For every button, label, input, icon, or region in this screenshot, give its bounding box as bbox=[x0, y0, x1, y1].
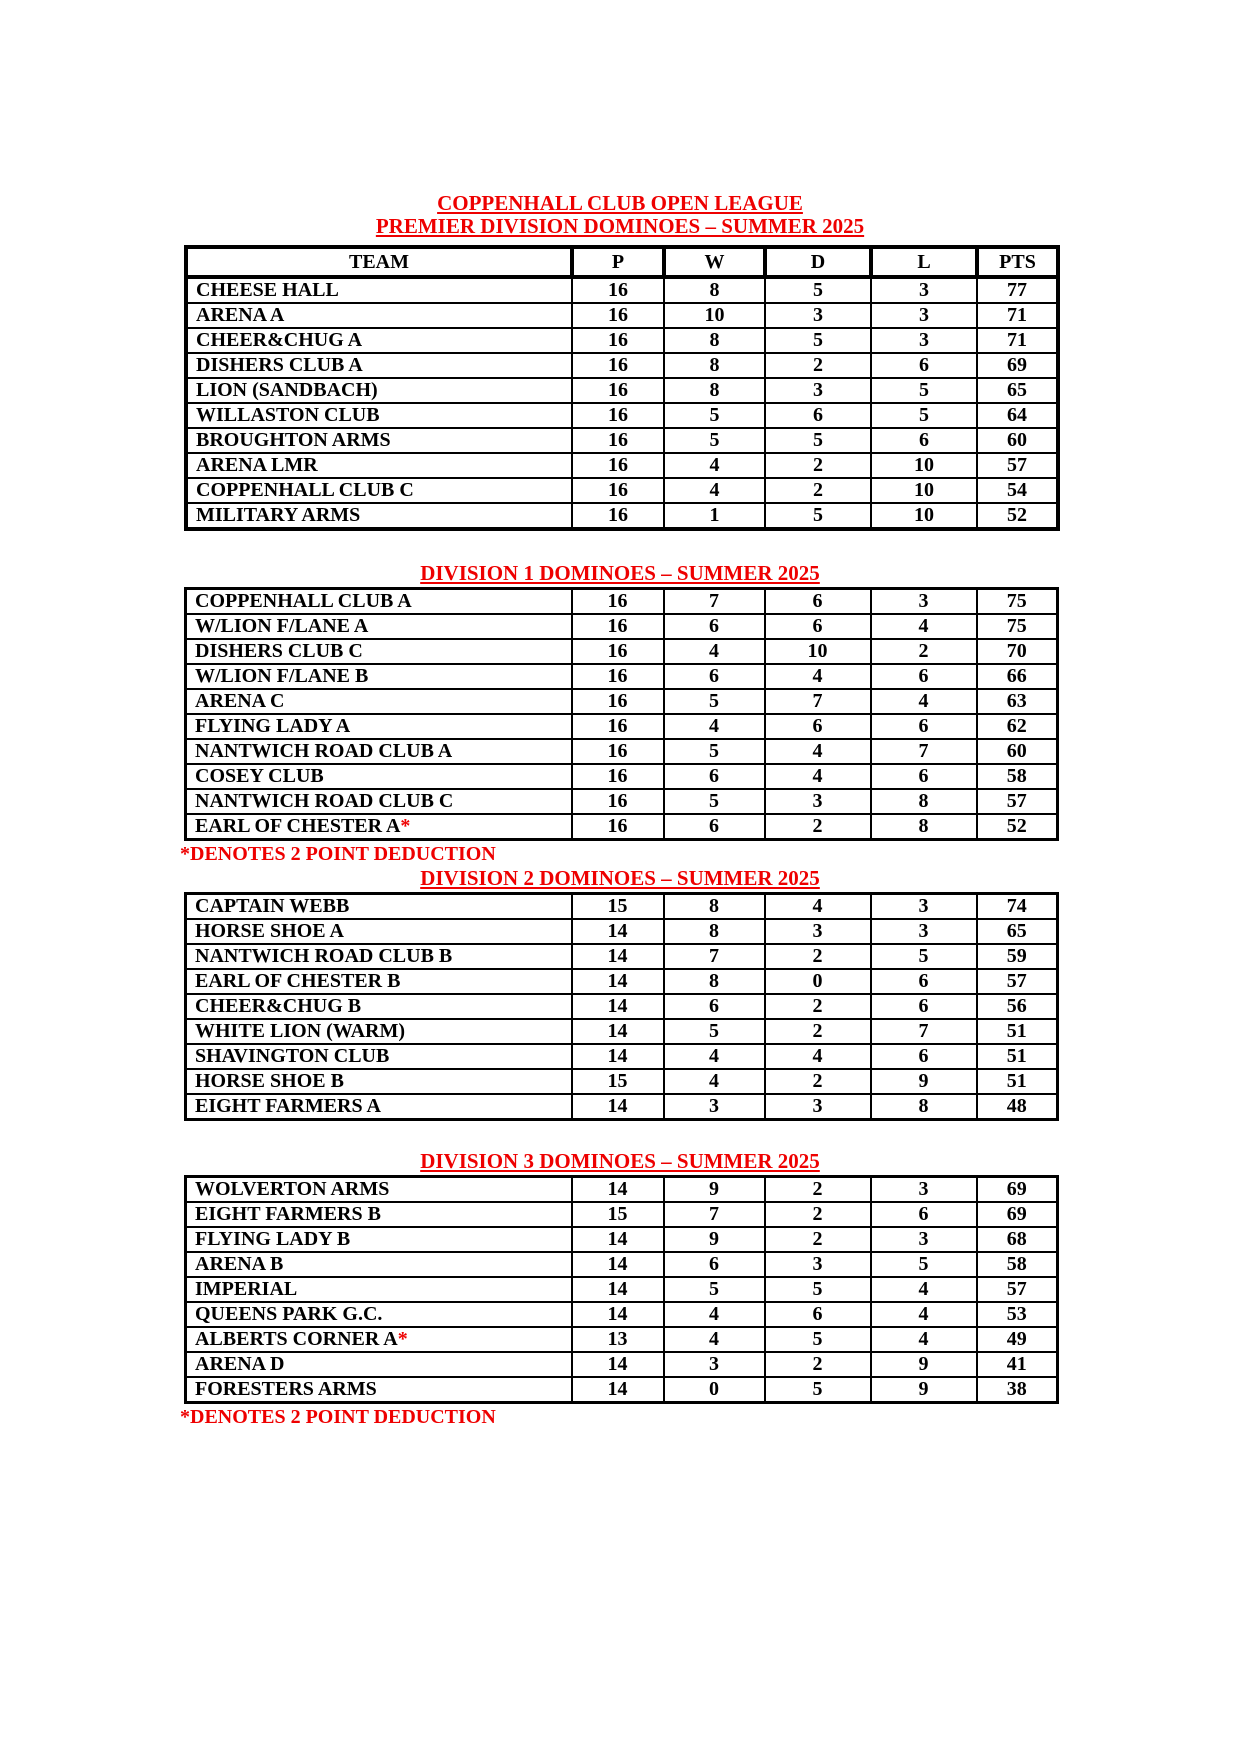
drawn-cell: 3 bbox=[765, 919, 871, 944]
lost-cell: 10 bbox=[871, 478, 977, 503]
team-row bbox=[186, 919, 1058, 944]
team-name-cell: W/LION F/LANE A bbox=[186, 614, 572, 639]
team-row bbox=[186, 689, 1058, 714]
drawn-cell: 2 bbox=[765, 1177, 871, 1203]
team-name-cell: CHEESE HALL bbox=[186, 277, 572, 303]
premier-division-heading: PREMIER DIVISION DOMINOES – SUMMER 2025 bbox=[375, 214, 865, 238]
played-cell: 16 bbox=[572, 428, 664, 453]
drawn-cell: 6 bbox=[765, 614, 871, 639]
won-cell: 7 bbox=[664, 589, 765, 615]
team-name-cell: CAPTAIN WEBB bbox=[186, 894, 572, 920]
drawn-cell: 10 bbox=[765, 639, 871, 664]
points-cell: 49 bbox=[977, 1327, 1058, 1352]
played-cell: 15 bbox=[572, 1202, 664, 1227]
drawn-cell: 2 bbox=[765, 353, 871, 378]
team-name-cell: MILITARY ARMS bbox=[186, 503, 572, 529]
team-row bbox=[186, 589, 1058, 615]
won-cell: 3 bbox=[664, 1094, 765, 1120]
points-cell: 60 bbox=[977, 428, 1058, 453]
drawn-cell: 6 bbox=[765, 403, 871, 428]
team-row bbox=[186, 1252, 1058, 1277]
points-cell: 58 bbox=[977, 1252, 1058, 1277]
played-cell: 16 bbox=[572, 639, 664, 664]
played-cell: 16 bbox=[572, 789, 664, 814]
drawn-cell: 2 bbox=[765, 1069, 871, 1094]
lost-cell: 3 bbox=[871, 894, 977, 920]
played-cell: 14 bbox=[572, 1252, 664, 1277]
document-content bbox=[180, 191, 1056, 1428]
played-cell: 14 bbox=[572, 1302, 664, 1327]
lost-cell: 3 bbox=[871, 919, 977, 944]
team-name-cell: EIGHT FARMERS A bbox=[186, 1094, 572, 1120]
won-cell: 9 bbox=[664, 1177, 765, 1203]
team-row bbox=[186, 1069, 1058, 1094]
won-cell: 8 bbox=[664, 328, 765, 353]
team-name-cell: NANTWICH ROAD CLUB C bbox=[186, 789, 572, 814]
division2-heading: DIVISION 2 DOMINOES – SUMMER 2025 bbox=[420, 866, 820, 890]
won-cell: 4 bbox=[664, 639, 765, 664]
points-cell: 54 bbox=[977, 478, 1058, 503]
team-name-cell: COSEY CLUB bbox=[186, 764, 572, 789]
division3-heading: DIVISION 3 DOMINOES – SUMMER 2025 bbox=[420, 1149, 820, 1173]
points-cell: 59 bbox=[977, 944, 1058, 969]
team-name-cell: EARL OF CHESTER B bbox=[186, 969, 572, 994]
team-row bbox=[186, 789, 1058, 814]
points-cell: 52 bbox=[977, 814, 1058, 840]
lost-cell: 8 bbox=[871, 814, 977, 840]
played-cell: 16 bbox=[572, 739, 664, 764]
lost-cell: 5 bbox=[871, 1252, 977, 1277]
points-cell: 63 bbox=[977, 689, 1058, 714]
won-cell: 5 bbox=[664, 1019, 765, 1044]
drawn-cell: 3 bbox=[765, 1094, 871, 1120]
column-header-team: TEAM bbox=[186, 247, 572, 277]
points-cell: 65 bbox=[977, 919, 1058, 944]
team-row bbox=[186, 328, 1058, 353]
played-cell: 13 bbox=[572, 1327, 664, 1352]
won-cell: 6 bbox=[664, 1252, 765, 1277]
division1-heading: DIVISION 1 DOMINOES – SUMMER 2025 bbox=[420, 561, 820, 585]
played-cell: 16 bbox=[572, 664, 664, 689]
team-name-cell: COPPENHALL CLUB C bbox=[186, 478, 572, 503]
lost-cell: 4 bbox=[871, 614, 977, 639]
played-cell: 16 bbox=[572, 478, 664, 503]
drawn-cell: 3 bbox=[765, 303, 871, 328]
played-cell: 14 bbox=[572, 944, 664, 969]
won-cell: 4 bbox=[664, 1044, 765, 1069]
points-cell: 58 bbox=[977, 764, 1058, 789]
deduction-asterisk: * bbox=[397, 1328, 408, 1350]
team-name-cell: W/LION F/LANE B bbox=[186, 664, 572, 689]
team-name-cell: ARENA C bbox=[186, 689, 572, 714]
team-row bbox=[186, 739, 1058, 764]
column-header-l: L bbox=[871, 247, 977, 277]
team-row bbox=[186, 1177, 1058, 1203]
team-name-cell: HORSE SHOE B bbox=[186, 1069, 572, 1094]
drawn-cell: 3 bbox=[765, 378, 871, 403]
won-cell: 5 bbox=[664, 739, 765, 764]
team-row bbox=[186, 428, 1058, 453]
played-cell: 14 bbox=[572, 1377, 664, 1403]
points-cell: 57 bbox=[977, 789, 1058, 814]
lost-cell: 6 bbox=[871, 764, 977, 789]
drawn-cell: 5 bbox=[765, 428, 871, 453]
drawn-cell: 2 bbox=[765, 1352, 871, 1377]
played-cell: 14 bbox=[572, 1019, 664, 1044]
team-name-cell: ARENA B bbox=[186, 1252, 572, 1277]
team-name-cell: ARENA D bbox=[186, 1352, 572, 1377]
won-cell: 7 bbox=[664, 1202, 765, 1227]
won-cell: 5 bbox=[664, 1277, 765, 1302]
team-name-cell: FORESTERS ARMS bbox=[186, 1377, 572, 1403]
lost-cell: 3 bbox=[871, 589, 977, 615]
drawn-cell: 2 bbox=[765, 1019, 871, 1044]
team-name-cell: CHEER&CHUG A bbox=[186, 328, 572, 353]
points-cell: 51 bbox=[977, 1069, 1058, 1094]
drawn-cell: 3 bbox=[765, 789, 871, 814]
division3-deduction-footnote: *DENOTES 2 POINT DEDUCTION bbox=[180, 1406, 496, 1428]
played-cell: 16 bbox=[572, 689, 664, 714]
won-cell: 8 bbox=[664, 353, 765, 378]
team-row bbox=[186, 1277, 1058, 1302]
lost-cell: 6 bbox=[871, 994, 977, 1019]
team-name-cell: CHEER&CHUG B bbox=[186, 994, 572, 1019]
played-cell: 16 bbox=[572, 403, 664, 428]
lost-cell: 4 bbox=[871, 1327, 977, 1352]
drawn-cell: 5 bbox=[765, 277, 871, 303]
drawn-cell: 3 bbox=[765, 1252, 871, 1277]
team-row bbox=[186, 764, 1058, 789]
drawn-cell: 6 bbox=[765, 1302, 871, 1327]
team-row bbox=[186, 303, 1058, 328]
lost-cell: 4 bbox=[871, 1277, 977, 1302]
lost-cell: 10 bbox=[871, 453, 977, 478]
team-row bbox=[186, 664, 1058, 689]
played-cell: 16 bbox=[572, 303, 664, 328]
points-cell: 57 bbox=[977, 969, 1058, 994]
team-row bbox=[186, 277, 1058, 303]
points-cell: 57 bbox=[977, 453, 1058, 478]
drawn-cell: 5 bbox=[765, 1327, 871, 1352]
team-name-cell: NANTWICH ROAD CLUB B bbox=[186, 944, 572, 969]
lost-cell: 3 bbox=[871, 303, 977, 328]
points-cell: 69 bbox=[977, 1177, 1058, 1203]
team-name-cell: FLYING LADY B bbox=[186, 1227, 572, 1252]
drawn-cell: 2 bbox=[765, 478, 871, 503]
points-cell: 51 bbox=[977, 1044, 1058, 1069]
lost-cell: 6 bbox=[871, 1202, 977, 1227]
team-row bbox=[186, 378, 1058, 403]
won-cell: 4 bbox=[664, 478, 765, 503]
played-cell: 14 bbox=[572, 1094, 664, 1120]
points-cell: 53 bbox=[977, 1302, 1058, 1327]
drawn-cell: 2 bbox=[765, 814, 871, 840]
lost-cell: 7 bbox=[871, 1019, 977, 1044]
team-name-cell: DISHERS CLUB A bbox=[186, 353, 572, 378]
lost-cell: 9 bbox=[871, 1352, 977, 1377]
team-row bbox=[186, 639, 1058, 664]
drawn-cell: 2 bbox=[765, 453, 871, 478]
drawn-cell: 4 bbox=[765, 764, 871, 789]
team-row bbox=[186, 1227, 1058, 1252]
points-cell: 75 bbox=[977, 589, 1058, 615]
won-cell: 6 bbox=[664, 614, 765, 639]
won-cell: 5 bbox=[664, 689, 765, 714]
team-row bbox=[186, 714, 1058, 739]
won-cell: 0 bbox=[664, 1377, 765, 1403]
lost-cell: 6 bbox=[871, 428, 977, 453]
team-row bbox=[186, 894, 1058, 920]
team-row bbox=[186, 478, 1058, 503]
won-cell: 5 bbox=[664, 789, 765, 814]
played-cell: 16 bbox=[572, 764, 664, 789]
won-cell: 6 bbox=[664, 994, 765, 1019]
lost-cell: 6 bbox=[871, 353, 977, 378]
won-cell: 8 bbox=[664, 894, 765, 920]
team-row bbox=[186, 944, 1058, 969]
points-cell: 41 bbox=[977, 1352, 1058, 1377]
won-cell: 4 bbox=[664, 1327, 765, 1352]
team-row bbox=[186, 994, 1058, 1019]
played-cell: 14 bbox=[572, 1044, 664, 1069]
points-cell: 52 bbox=[977, 503, 1058, 529]
lost-cell: 3 bbox=[871, 1177, 977, 1203]
played-cell: 14 bbox=[572, 1277, 664, 1302]
drawn-cell: 2 bbox=[765, 1227, 871, 1252]
team-row bbox=[186, 1094, 1058, 1120]
team-name-cell: IMPERIAL bbox=[186, 1277, 572, 1302]
won-cell: 5 bbox=[664, 403, 765, 428]
team-name-cell: BROUGHTON ARMS bbox=[186, 428, 572, 453]
lost-cell: 3 bbox=[871, 1227, 977, 1252]
deduction-asterisk: * bbox=[400, 815, 411, 837]
played-cell: 14 bbox=[572, 1227, 664, 1252]
team-name-cell: COPPENHALL CLUB A bbox=[186, 589, 572, 615]
won-cell: 6 bbox=[664, 814, 765, 840]
played-cell: 14 bbox=[572, 1352, 664, 1377]
division2-table bbox=[184, 892, 1059, 1121]
drawn-cell: 2 bbox=[765, 1202, 871, 1227]
played-cell: 16 bbox=[572, 277, 664, 303]
played-cell: 16 bbox=[572, 614, 664, 639]
lost-cell: 5 bbox=[871, 403, 977, 428]
column-header-w: W bbox=[664, 247, 765, 277]
played-cell: 14 bbox=[572, 1177, 664, 1203]
drawn-cell: 5 bbox=[765, 1377, 871, 1403]
premier-division-table bbox=[184, 245, 1060, 531]
drawn-cell: 5 bbox=[765, 1277, 871, 1302]
drawn-cell: 6 bbox=[765, 714, 871, 739]
team-name-cell: ARENA LMR bbox=[186, 453, 572, 478]
played-cell: 16 bbox=[572, 503, 664, 529]
drawn-cell: 5 bbox=[765, 328, 871, 353]
lost-cell: 3 bbox=[871, 277, 977, 303]
drawn-cell: 4 bbox=[765, 739, 871, 764]
lost-cell: 7 bbox=[871, 739, 977, 764]
won-cell: 8 bbox=[664, 969, 765, 994]
points-cell: 62 bbox=[977, 714, 1058, 739]
points-cell: 74 bbox=[977, 894, 1058, 920]
team-name-cell: WHITE LION (WARM) bbox=[186, 1019, 572, 1044]
won-cell: 6 bbox=[664, 664, 765, 689]
played-cell: 16 bbox=[572, 378, 664, 403]
team-row bbox=[186, 403, 1058, 428]
lost-cell: 8 bbox=[871, 789, 977, 814]
lost-cell: 3 bbox=[871, 328, 977, 353]
points-cell: 69 bbox=[977, 353, 1058, 378]
points-cell: 75 bbox=[977, 614, 1058, 639]
drawn-cell: 0 bbox=[765, 969, 871, 994]
team-row bbox=[186, 1302, 1058, 1327]
points-cell: 38 bbox=[977, 1377, 1058, 1403]
won-cell: 6 bbox=[664, 764, 765, 789]
column-header-row bbox=[186, 247, 1058, 277]
lost-cell: 4 bbox=[871, 689, 977, 714]
division3-table bbox=[184, 1175, 1059, 1404]
played-cell: 15 bbox=[572, 1069, 664, 1094]
drawn-cell: 2 bbox=[765, 994, 871, 1019]
team-row bbox=[186, 1377, 1058, 1403]
points-cell: 64 bbox=[977, 403, 1058, 428]
team-row bbox=[186, 1327, 1058, 1352]
won-cell: 4 bbox=[664, 1069, 765, 1094]
team-name-cell: DISHERS CLUB C bbox=[186, 639, 572, 664]
lost-cell: 6 bbox=[871, 714, 977, 739]
division1-table bbox=[184, 587, 1059, 841]
drawn-cell: 2 bbox=[765, 944, 871, 969]
won-cell: 8 bbox=[664, 919, 765, 944]
lost-cell: 9 bbox=[871, 1377, 977, 1403]
drawn-cell: 5 bbox=[765, 503, 871, 529]
points-cell: 48 bbox=[977, 1094, 1058, 1120]
drawn-cell: 7 bbox=[765, 689, 871, 714]
team-name-cell: SHAVINGTON CLUB bbox=[186, 1044, 572, 1069]
won-cell: 9 bbox=[664, 1227, 765, 1252]
played-cell: 16 bbox=[572, 453, 664, 478]
won-cell: 3 bbox=[664, 1352, 765, 1377]
points-cell: 66 bbox=[977, 664, 1058, 689]
lost-cell: 5 bbox=[871, 944, 977, 969]
team-name-cell: WILLASTON CLUB bbox=[186, 403, 572, 428]
team-name-cell: ALBERTS CORNER A* bbox=[186, 1327, 572, 1352]
team-row bbox=[186, 1202, 1058, 1227]
won-cell: 10 bbox=[664, 303, 765, 328]
played-cell: 16 bbox=[572, 714, 664, 739]
won-cell: 4 bbox=[664, 1302, 765, 1327]
lost-cell: 10 bbox=[871, 503, 977, 529]
points-cell: 69 bbox=[977, 1202, 1058, 1227]
drawn-cell: 4 bbox=[765, 664, 871, 689]
division1-deduction-footnote: *DENOTES 2 POINT DEDUCTION bbox=[180, 843, 496, 865]
points-cell: 56 bbox=[977, 994, 1058, 1019]
points-cell: 71 bbox=[977, 328, 1058, 353]
won-cell: 7 bbox=[664, 944, 765, 969]
points-cell: 65 bbox=[977, 378, 1058, 403]
points-cell: 77 bbox=[977, 277, 1058, 303]
league-title: COPPENHALL CLUB OPEN LEAGUE bbox=[437, 191, 803, 215]
lost-cell: 8 bbox=[871, 1094, 977, 1120]
column-header-p: P bbox=[572, 247, 664, 277]
lost-cell: 9 bbox=[871, 1069, 977, 1094]
drawn-cell: 4 bbox=[765, 1044, 871, 1069]
won-cell: 4 bbox=[664, 453, 765, 478]
points-cell: 68 bbox=[977, 1227, 1058, 1252]
points-cell: 51 bbox=[977, 1019, 1058, 1044]
lost-cell: 6 bbox=[871, 664, 977, 689]
played-cell: 16 bbox=[572, 328, 664, 353]
points-cell: 71 bbox=[977, 303, 1058, 328]
lost-cell: 6 bbox=[871, 969, 977, 994]
team-name-cell: EARL OF CHESTER A* bbox=[186, 814, 572, 840]
team-name-cell: WOLVERTON ARMS bbox=[186, 1177, 572, 1203]
team-row bbox=[186, 453, 1058, 478]
team-name-cell: NANTWICH ROAD CLUB A bbox=[186, 739, 572, 764]
team-row bbox=[186, 969, 1058, 994]
played-cell: 16 bbox=[572, 353, 664, 378]
played-cell: 14 bbox=[572, 919, 664, 944]
points-cell: 60 bbox=[977, 739, 1058, 764]
won-cell: 1 bbox=[664, 503, 765, 529]
won-cell: 5 bbox=[664, 428, 765, 453]
column-header-d: D bbox=[765, 247, 871, 277]
played-cell: 16 bbox=[572, 814, 664, 840]
lost-cell: 6 bbox=[871, 1044, 977, 1069]
points-cell: 70 bbox=[977, 639, 1058, 664]
team-name-cell: EIGHT FARMERS B bbox=[186, 1202, 572, 1227]
team-row bbox=[186, 1044, 1058, 1069]
played-cell: 14 bbox=[572, 969, 664, 994]
column-header-pts: PTS bbox=[977, 247, 1058, 277]
team-name-cell: LION (SANDBACH) bbox=[186, 378, 572, 403]
points-cell: 57 bbox=[977, 1277, 1058, 1302]
drawn-cell: 6 bbox=[765, 589, 871, 615]
team-row bbox=[186, 614, 1058, 639]
played-cell: 16 bbox=[572, 589, 664, 615]
played-cell: 15 bbox=[572, 894, 664, 920]
team-name-cell: HORSE SHOE A bbox=[186, 919, 572, 944]
team-row bbox=[186, 1352, 1058, 1377]
won-cell: 8 bbox=[664, 277, 765, 303]
drawn-cell: 4 bbox=[765, 894, 871, 920]
won-cell: 8 bbox=[664, 378, 765, 403]
team-name-cell: FLYING LADY A bbox=[186, 714, 572, 739]
team-name-cell: ARENA A bbox=[186, 303, 572, 328]
team-row bbox=[186, 353, 1058, 378]
lost-cell: 4 bbox=[871, 1302, 977, 1327]
lost-cell: 2 bbox=[871, 639, 977, 664]
played-cell: 14 bbox=[572, 994, 664, 1019]
team-row bbox=[186, 1019, 1058, 1044]
lost-cell: 5 bbox=[871, 378, 977, 403]
team-name-cell: QUEENS PARK G.C. bbox=[186, 1302, 572, 1327]
team-row bbox=[186, 814, 1058, 840]
won-cell: 4 bbox=[664, 714, 765, 739]
team-row bbox=[186, 503, 1058, 529]
